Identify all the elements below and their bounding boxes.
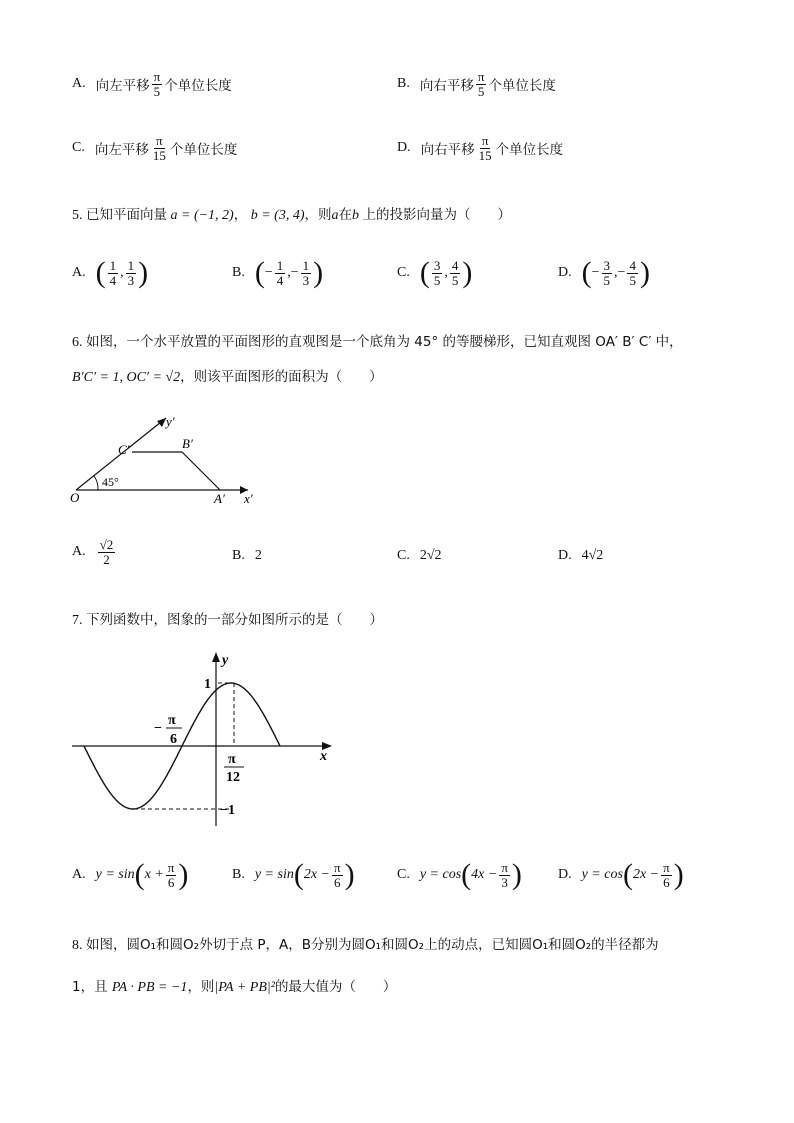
q7-sine-graph bbox=[70, 648, 340, 830]
label-y: y bbox=[222, 653, 229, 668]
fraction: $\frac{\pi}{15}$ bbox=[152, 133, 166, 163]
q6-trapezoid-figure bbox=[68, 410, 268, 510]
dot-product-expression: PA · PB = −1 bbox=[111, 980, 188, 995]
label-pi-den: 12 bbox=[226, 770, 240, 785]
option-label: C. bbox=[72, 140, 85, 156]
q5-option-d[interactable]: D. ( − $\frac{3}{5}$ , − $\frac{4}{5}$ ) bbox=[558, 256, 650, 289]
angle-arc bbox=[94, 476, 98, 490]
magnitude-expression: |PA + PB|² bbox=[214, 980, 275, 995]
vector-b-expression: b = (3, 4) bbox=[250, 208, 305, 223]
q7-option-d[interactable]: D. y = cos ( 2x − $\frac{\pi}{6}$ ) bbox=[558, 858, 684, 891]
option-text: 向左平移 bbox=[94, 142, 149, 159]
option-text: 个单位长度 bbox=[169, 142, 238, 159]
label-y: y′ bbox=[166, 414, 175, 429]
q6-stem-line2: B′C′ = 1, OC′ = √2，则该平面图形的面积为（ ） bbox=[72, 369, 383, 385]
label-a: A′ bbox=[214, 491, 225, 506]
option-text: 向右平移 bbox=[420, 142, 475, 159]
q4-option-a[interactable] bbox=[72, 70, 232, 98]
label-pi: π bbox=[228, 752, 236, 767]
q4-option-b[interactable] bbox=[397, 70, 556, 98]
segment-ba bbox=[182, 452, 220, 490]
label-x: x bbox=[320, 749, 327, 764]
label-neg-sign: − bbox=[154, 721, 162, 736]
q7-option-c[interactable]: C. y = cos ( 4x − $\frac{\pi}{3}$ ) bbox=[397, 858, 522, 891]
q8-stem-line2: 1，且 PA · PB = −1，则|PA + PB|²的最大值为（ ） bbox=[72, 979, 397, 995]
label-angle: 45° bbox=[102, 475, 119, 489]
q5-option-b[interactable]: B. ( − $\frac{1}{4}$ , − $\frac{1}{3}$ ) bbox=[232, 256, 324, 289]
option-label: D. bbox=[397, 140, 411, 156]
option-text: 个单位长度 bbox=[488, 78, 556, 95]
fraction: $\frac{\pi}{15}$ bbox=[478, 133, 492, 163]
q5-stem: 5. 已知平面向量 a = (−1, 2)， b = (3, 4)，则a在b 上的投影向量为（ ） bbox=[72, 207, 511, 223]
q6-option-a[interactable]: A. $\frac{√2}{2}$ bbox=[72, 537, 114, 567]
label-c: C′ bbox=[118, 442, 130, 457]
q8-stem-line1: 8. 如图，圆O₁和圆O₂外切于点 P，A，B分别为圆O₁和圆O₂上的动点，已知圆O₁和圆O₂的半径都为 bbox=[72, 937, 659, 953]
q7-stem: 7. 下列函数中，图象的一部分如图所示的是（ ） bbox=[72, 612, 383, 628]
label-neg-den: 6 bbox=[170, 732, 177, 747]
label-b: B′ bbox=[182, 436, 193, 451]
option-text: 向左平移 bbox=[95, 78, 150, 95]
q6-option-d[interactable]: D. 4√2 bbox=[558, 548, 604, 563]
q4-option-d[interactable] bbox=[397, 134, 563, 162]
label-one: 1 bbox=[204, 677, 211, 692]
vector-a-expression: a = (−1, 2) bbox=[170, 208, 234, 223]
label-neg-pi: π bbox=[168, 713, 176, 728]
q7-option-a[interactable]: A. y = sin ( x + $\frac{\pi}{6}$ ) bbox=[72, 858, 189, 891]
given-lengths: B′C′ = 1, OC′ = √2 bbox=[72, 370, 181, 385]
q6-option-b[interactable]: B. 2 bbox=[232, 548, 262, 563]
option-text: 向右平移 bbox=[419, 78, 474, 95]
y-axis-arrow bbox=[212, 652, 220, 662]
q7-option-b[interactable]: B. y = sin ( 2x − $\frac{\pi}{6}$ ) bbox=[232, 858, 355, 891]
q6-stem-line1: 6. 如图，一个水平放置的平面图形的直观图是一个底角为 45° 的等腰梯形，已知直观图 OA′ B′ C′ 中， bbox=[72, 334, 683, 350]
label-x: x′ bbox=[244, 491, 253, 506]
fraction: $\frac{\pi}{5}$ bbox=[477, 69, 485, 99]
label-neg-one: −1 bbox=[220, 803, 235, 818]
y-axis-arrow bbox=[157, 418, 166, 427]
option-label: A. bbox=[72, 76, 86, 92]
option-text: 个单位长度 bbox=[495, 142, 564, 159]
q5-option-a[interactable]: A. ( $\frac{1}{4}$ , $\frac{1}{3}$ ) bbox=[72, 256, 149, 289]
q4-option-c[interactable] bbox=[72, 134, 237, 162]
option-text: 个单位长度 bbox=[164, 78, 232, 95]
q5-option-c[interactable]: C. ( $\frac{3}{5}$ , $\frac{4}{5}$ ) bbox=[397, 256, 473, 289]
option-label: B. bbox=[397, 76, 410, 92]
fraction: $\frac{\pi}{5}$ bbox=[153, 69, 161, 99]
label-o: O bbox=[70, 490, 80, 505]
q6-option-c[interactable]: C. 2√2 bbox=[397, 548, 442, 563]
